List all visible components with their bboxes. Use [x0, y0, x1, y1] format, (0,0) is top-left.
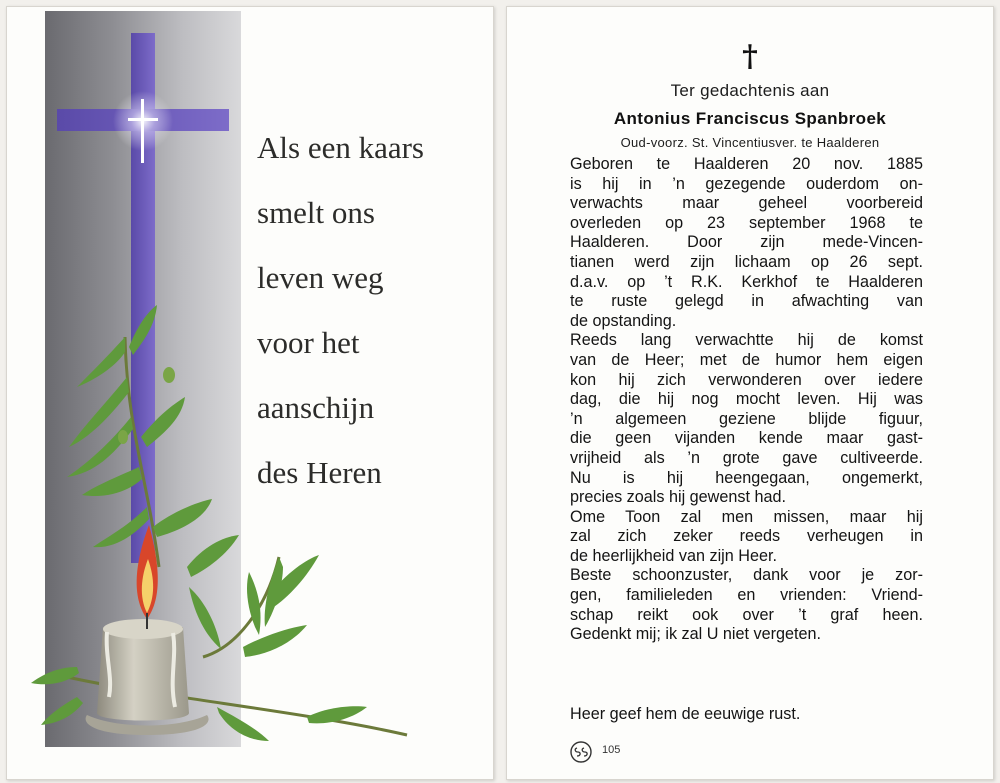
text-line: dag, die hij nog mocht leven. Hij was [570, 390, 923, 409]
text-line: van de Heer; met de humor hem eigen [570, 350, 923, 369]
verse-text [257, 115, 487, 505]
text-line: ’n algemeen geziene blijde figuur, [570, 409, 923, 428]
text-line: verwachts maar geheel voorbereid [570, 194, 923, 213]
paragraph-birth-death [570, 155, 923, 331]
text-line: d.a.v. op ’t R.K. Kerkhof te Haalderen [570, 272, 923, 291]
text-line: Geboren te Haalderen 20 nov. 1885 [570, 155, 923, 173]
text-line: tianen werd zijn lichaam op 26 sept. [570, 252, 923, 271]
text-line: die geen vijanden kende maar gast- [570, 429, 923, 448]
deceased-role: Oud-voorz. St. Vincentiusver. te Haalderen [620, 135, 880, 150]
verse-line: des Heren [257, 455, 382, 490]
verse-line: Als een kaars [257, 130, 424, 165]
right-branch [187, 535, 319, 657]
deceased-name: Antonius Franciscus Spanbroek [613, 109, 887, 128]
closing-prayer: Heer geef hem de eeuwige rust. [570, 705, 801, 723]
bottom-stem [31, 667, 407, 741]
text-line: te ruste gelegd in afwachting van [570, 292, 923, 311]
prayer-card-front [6, 6, 494, 780]
text-line: de opstanding. [570, 311, 677, 330]
verse-line: voor het [257, 325, 360, 360]
text-line: is hij in ’n gezegende ouderdom on- [570, 174, 923, 193]
text-line: Gedenkt mij; ik zal U niet vergeten. [570, 625, 822, 644]
text-line: precies zoals hij gewenst had. [570, 488, 786, 507]
text-line: kon hij zich verwonderen over iedere [570, 370, 923, 389]
print-number: 105 [602, 744, 621, 756]
paragraph-remembrance [570, 508, 923, 567]
memorial-intro: Ter gedachtenis aan [670, 81, 830, 100]
text-line: vrijheid als ’n grote gave cultiveerde. [570, 448, 923, 467]
paragraph-character [570, 331, 923, 507]
text-line: Reeds lang verwachtte hij de komst [570, 331, 923, 350]
text-line: de heerlijkheid van zijn Heer. [570, 546, 777, 565]
text-line: overleden op 23 september 1968 te [570, 213, 923, 232]
verse-line: aanschijn [257, 390, 375, 425]
text-line: Beste schoonzuster, dank voor je zor- [570, 566, 923, 585]
prayer-card-back [506, 6, 994, 780]
verse-line: leven weg [257, 260, 384, 295]
publisher-logo-icon [570, 741, 592, 763]
paragraph-farewell [570, 566, 923, 644]
text-line: Nu is hij heengegaan, ongemerkt, [570, 468, 923, 487]
text-line: Haalderen. Door zijn mede-Vincen- [570, 233, 923, 252]
verse-line: smelt ons [257, 195, 375, 230]
dagger-cross-icon: † [742, 39, 758, 74]
obituary-body [570, 155, 923, 645]
candle [86, 619, 209, 735]
text-line: gen, familieleden en vrienden: Vriend- [570, 586, 923, 605]
text-line: zal zich zeker reeds verheugen in [570, 527, 923, 546]
cross-glow [113, 91, 173, 163]
text-line: Ome Toon zal men missen, maar hij [570, 507, 923, 526]
text-line: schap reikt ook over ’t graf heen. [570, 605, 923, 624]
